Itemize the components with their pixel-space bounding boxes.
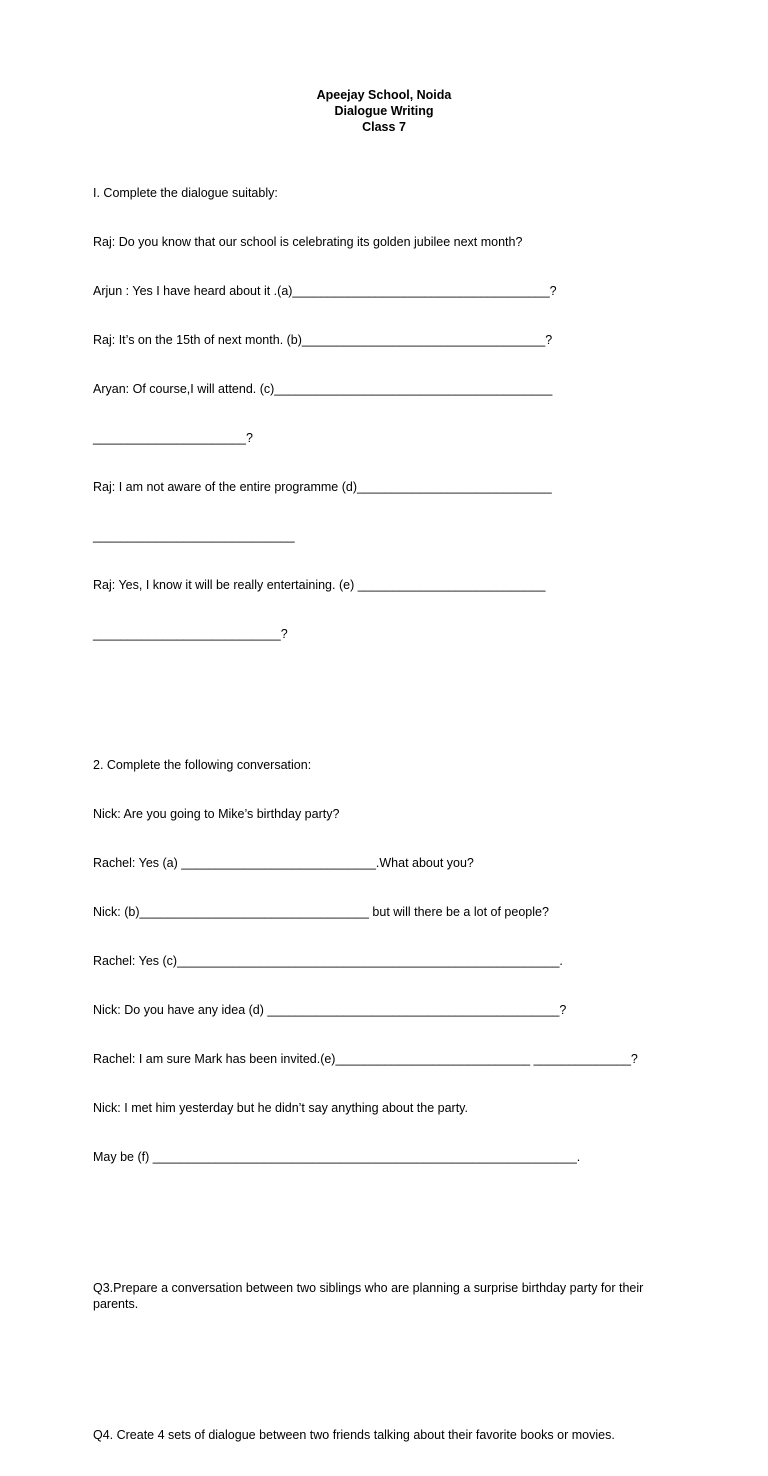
section1-line: ______________________? — [93, 430, 253, 445]
section2-line: Nick: (b)_________________________________ but will there be a lot of people? — [93, 904, 549, 919]
school-name: Apeejay School, Noida — [316, 88, 452, 102]
section2-line: Rachel: I am sure Mark has been invited.(e)____________________________ ______________? — [93, 1051, 638, 1066]
section1-line: Raj: It’s on the 15th of next month. (b)___________________________________? — [93, 332, 553, 347]
section1-line: Raj: Yes, I know it will be really entertaining. (e) ___________________________ — [93, 577, 546, 592]
section2-line: Nick: I met him yesterday but he didn’t say anything about the party. — [93, 1100, 468, 1115]
worksheet-content — [93, 152, 693, 1476]
worksheet-subject: Dialogue Writing — [334, 104, 434, 118]
section2-line: Nick: Are you going to Mike’s birthday party? — [93, 806, 340, 821]
section2-line: May be (f) _____________________________________________________________. — [93, 1149, 581, 1164]
section2-title: 2. Complete the following conversation: — [93, 757, 312, 772]
section1-line: _____________________________ — [93, 528, 295, 543]
section-spacer — [93, 691, 693, 707]
section1-line: Aryan: Of course,I will attend. (c)________________________________________ — [93, 381, 553, 396]
worksheet-header — [0, 87, 768, 135]
section-spacer — [93, 1361, 693, 1377]
section1-line: Arjun : Yes I have heard about it .(a)_____________________________________? — [93, 283, 557, 298]
section2-line: Rachel: Yes (a) ____________________________.What about you? — [93, 855, 474, 870]
section2-line: Rachel: Yes (c)_______________________________________________________. — [93, 953, 563, 968]
class-level: Class 7 — [362, 120, 406, 134]
section1-line: ___________________________? — [93, 626, 288, 641]
question-3: Q3.Prepare a conversation between two siblings who are planning a surprise birthday party for their parents. — [93, 1280, 644, 1312]
section1-line: Raj: I am not aware of the entire programme (d)____________________________ — [93, 479, 552, 494]
section1-title: I. Complete the dialogue suitably: — [93, 185, 278, 200]
section2-line: Nick: Do you have any idea (d) __________________________________________? — [93, 1002, 567, 1017]
question-4: Q4. Create 4 sets of dialogue between two friends talking about their favorite books or movies. — [93, 1427, 615, 1442]
section-spacer — [93, 1214, 693, 1230]
section1-line: Raj: Do you know that our school is celebrating its golden jubilee next month? — [93, 234, 523, 249]
